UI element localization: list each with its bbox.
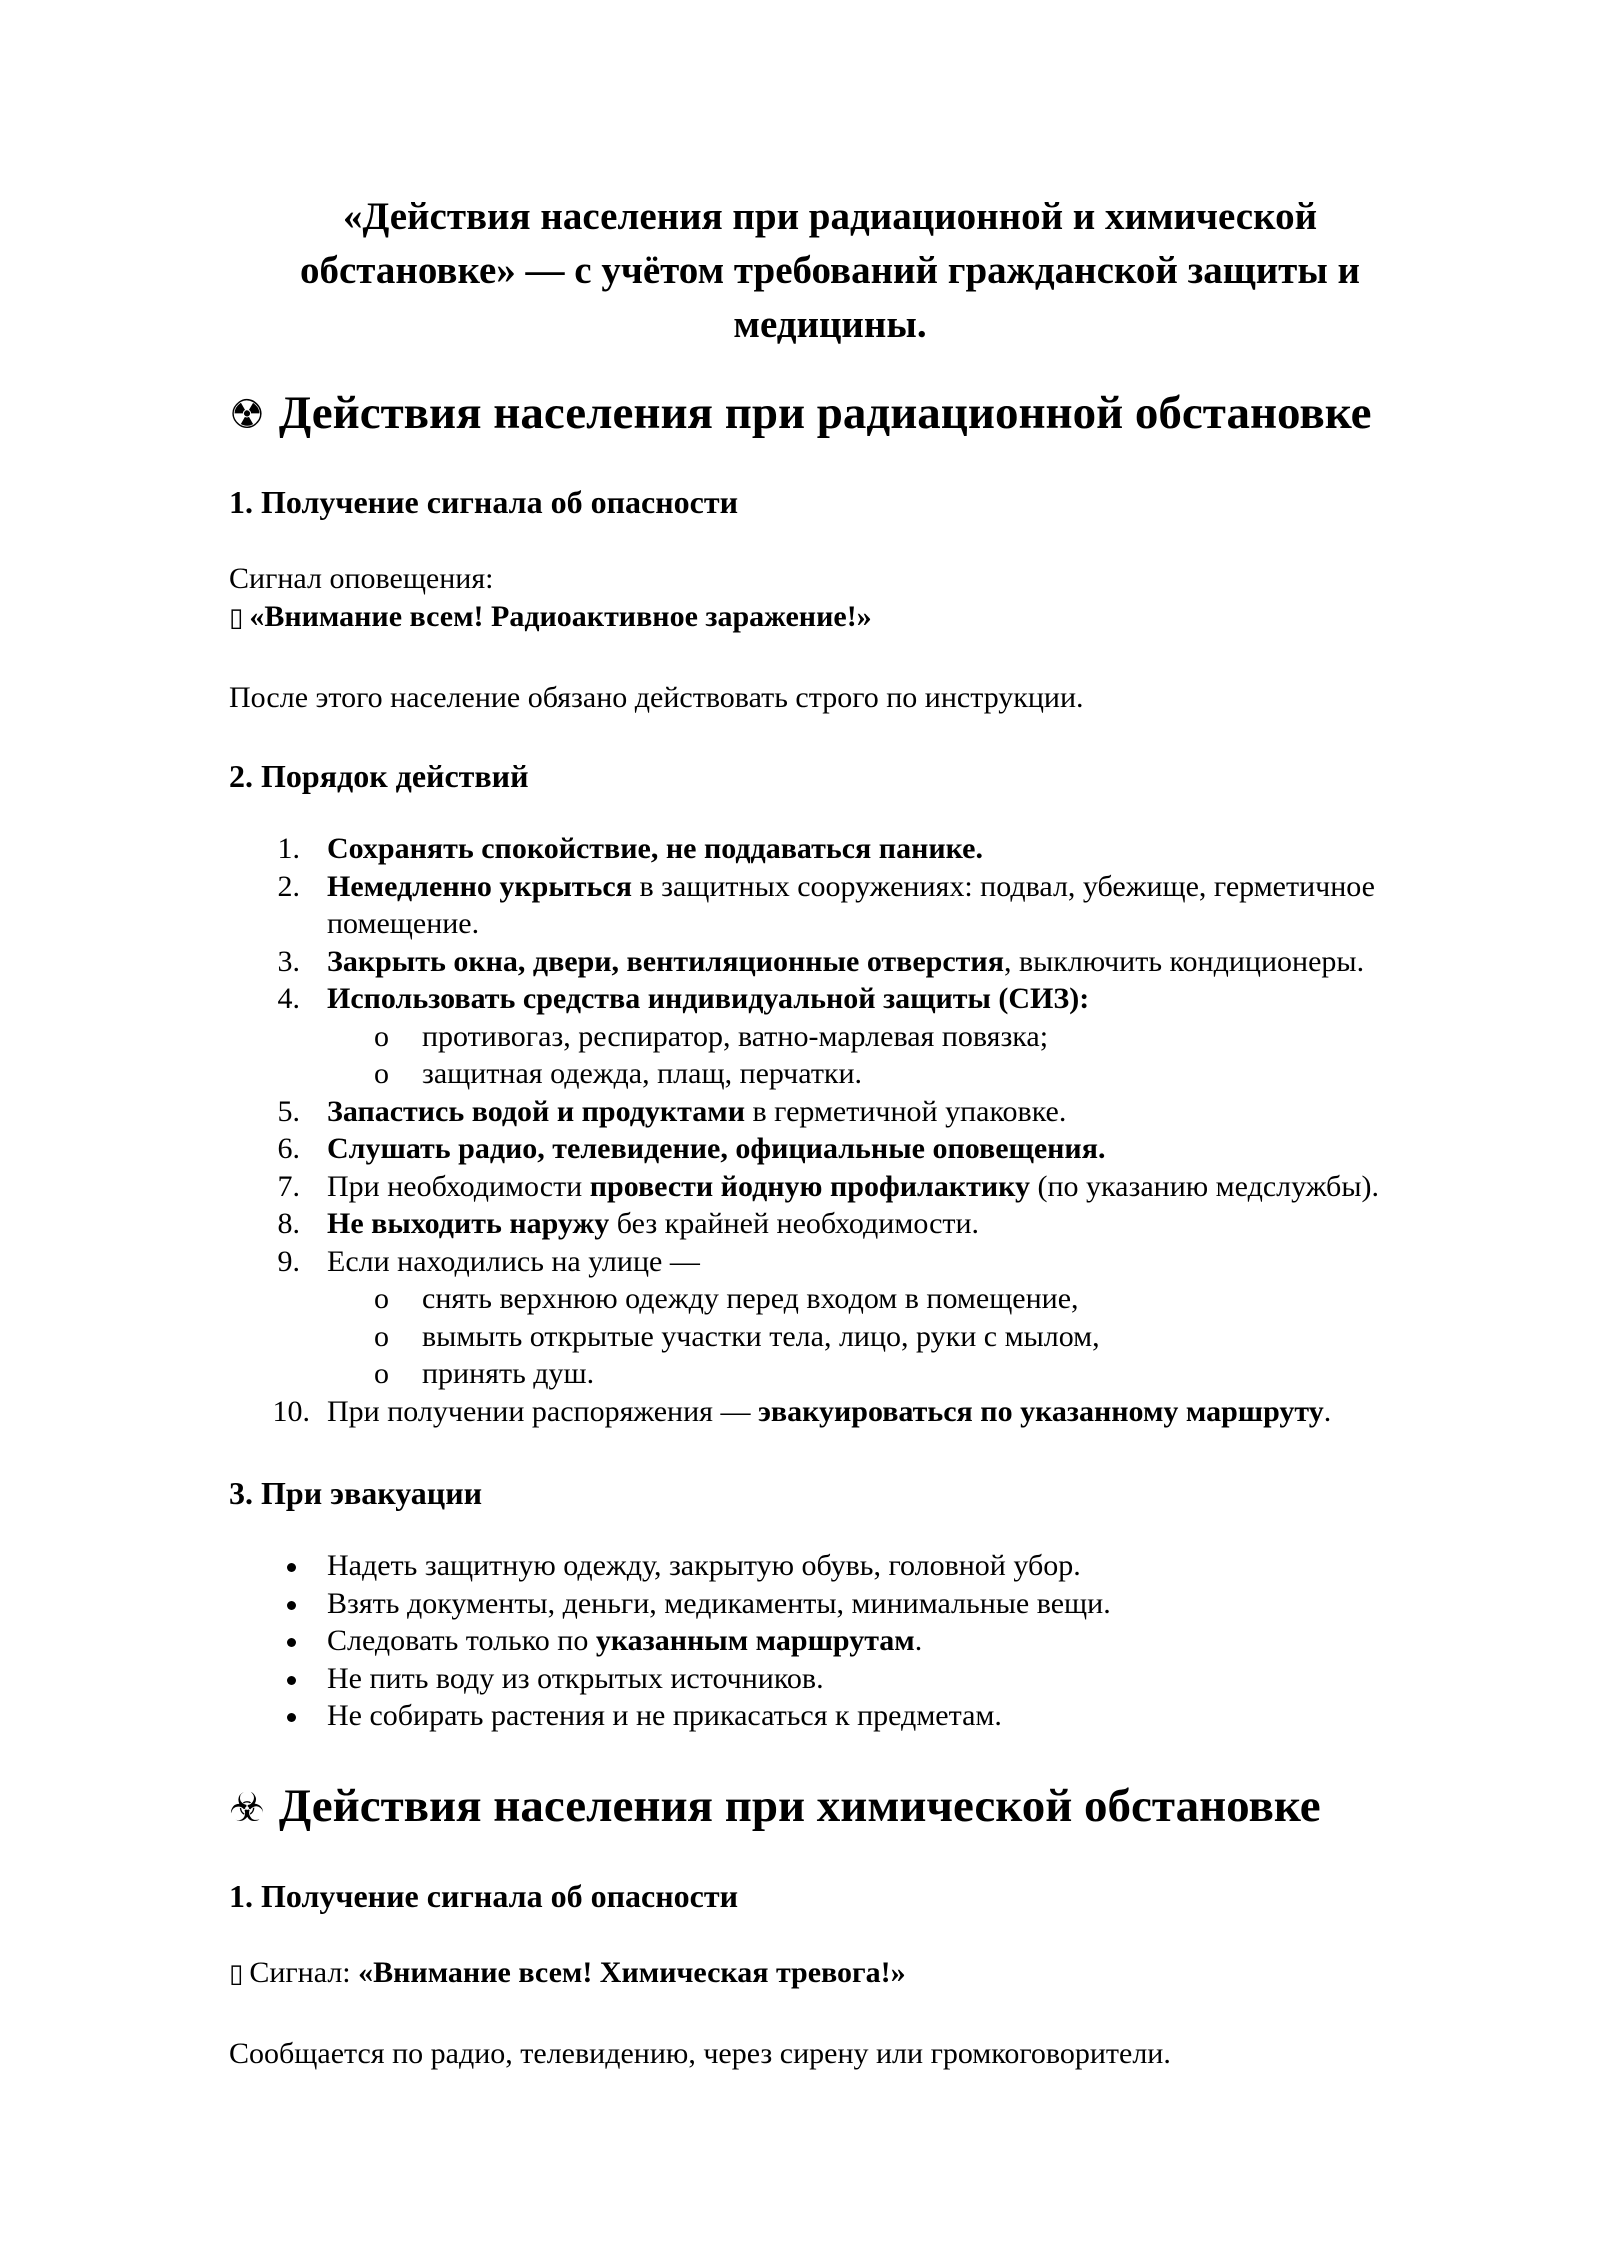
radiation-evacuation-heading: 3. При эвакуации	[229, 1475, 483, 1511]
bullet-icon	[287, 1676, 296, 1685]
list-item: 5. Запастись водой и продуктами в герметичной упаковке.	[277, 1094, 1067, 1128]
radiation-heading	[229, 383, 1372, 445]
radiation-heading-text: Действия населения при радиационной обстановке	[278, 387, 1372, 439]
bullet-icon	[287, 1638, 296, 1647]
bullet-icon	[287, 1713, 296, 1722]
sub-list-item: o принять душ.	[374, 1357, 595, 1390]
list-item: Взять документы, деньги, медикаменты, минимальные вещи.	[0, 1585, 1600, 1623]
biohazard-icon: ☣	[229, 1785, 265, 1831]
radiation-actions-heading: 2. Порядок действий	[229, 758, 529, 794]
list-item: Не собирать растения и не прикасаться к предметам.	[0, 1697, 1600, 1735]
list-item: 3. Закрыть окна, двери, вентиляционные отверстия, выключить кондиционеры.	[277, 944, 1365, 978]
bullet-icon	[287, 1563, 296, 1572]
missing-glyph-icon: ▯	[229, 603, 244, 633]
sub-list-item: o противогаз, респиратор, ватно-марлевая повязка;	[374, 1019, 1049, 1053]
chemical-heading	[229, 1776, 1321, 1838]
sub-list-item: o снять верхнюю одежду перед входом в помещение,	[374, 1282, 1079, 1315]
chemical-signal-message-line	[229, 1954, 906, 1993]
radiation-signal-message-line	[229, 598, 872, 637]
title-line-2: обстановке» — с учётом требований гражданской защиты и	[299, 249, 1361, 292]
chemical-heading-text: Действия населения при химической обстановке	[278, 1780, 1321, 1832]
list-item: 6. Слушать радио, телевидение, официальные оповещения.	[277, 1132, 1106, 1165]
radiation-icon: ☢	[229, 392, 265, 438]
chemical-signal-heading: 1. Получение сигнала об опасности	[229, 1878, 739, 1914]
radiation-signal-after: После этого население обязано действовать строго по инструкции.	[229, 681, 1084, 714]
sub-list-item: o вымыть открытые участки тела, лицо, руки с мылом,	[374, 1319, 1100, 1353]
list-item: 1. Сохранять спокойствие, не поддаваться панике.	[277, 832, 984, 865]
list-item: Следовать только по указанным маршрутам.	[0, 1622, 1600, 1660]
list-item: 8. Не выходить наружу без крайней необходимости.	[277, 1207, 980, 1240]
chemical-signal-message: «Внимание всем! Химическая тревога!»	[358, 1956, 906, 1989]
missing-glyph-icon: ▯	[229, 1959, 244, 1989]
list-item: 7. При необходимости провести йодную профилактику (по указанию медслужбы).	[277, 1169, 1379, 1203]
list-item: 10. При получении распоряжения — эвакуироваться по указанному маршруту.	[272, 1394, 1332, 1428]
radiation-signal-heading: 1. Получение сигнала об опасности	[229, 484, 739, 520]
title-line-3: медицины.	[733, 303, 927, 346]
list-item: Надеть защитную одежду, закрытую обувь, головной убор.	[0, 1547, 1600, 1585]
list-item: Не пить воду из открытых источников.	[0, 1660, 1600, 1698]
title-line-1: «Действия населения при радиационной и химической	[342, 195, 1318, 238]
list-item: 9. Если находились на улице —	[277, 1244, 700, 1278]
sub-list-item: o защитная одежда, плащ, перчатки.	[374, 1057, 863, 1090]
bullet-icon	[287, 1601, 296, 1610]
radiation-evacuation-list	[0, 1547, 1600, 1735]
chemical-signal-label: Сигнал:	[249, 1956, 359, 1989]
radiation-signal-message: «Внимание всем! Радиоактивное заражение!»	[249, 600, 872, 633]
radiation-signal-label: Сигнал оповещения:	[229, 562, 494, 595]
list-item: 2. Немедленно укрыться в защитных сооружениях: подвал, убежище, герметичное помещение.	[277, 869, 1375, 940]
document-title	[230, 190, 1430, 352]
list-item: 4. Использовать средства индивидуальной защиты (СИЗ):	[277, 982, 1090, 1015]
chemical-signal-after: Сообщается по радио, телевидению, через сирену или громкоговорители.	[229, 2037, 1171, 2070]
radiation-actions-list	[0, 830, 1600, 1430]
